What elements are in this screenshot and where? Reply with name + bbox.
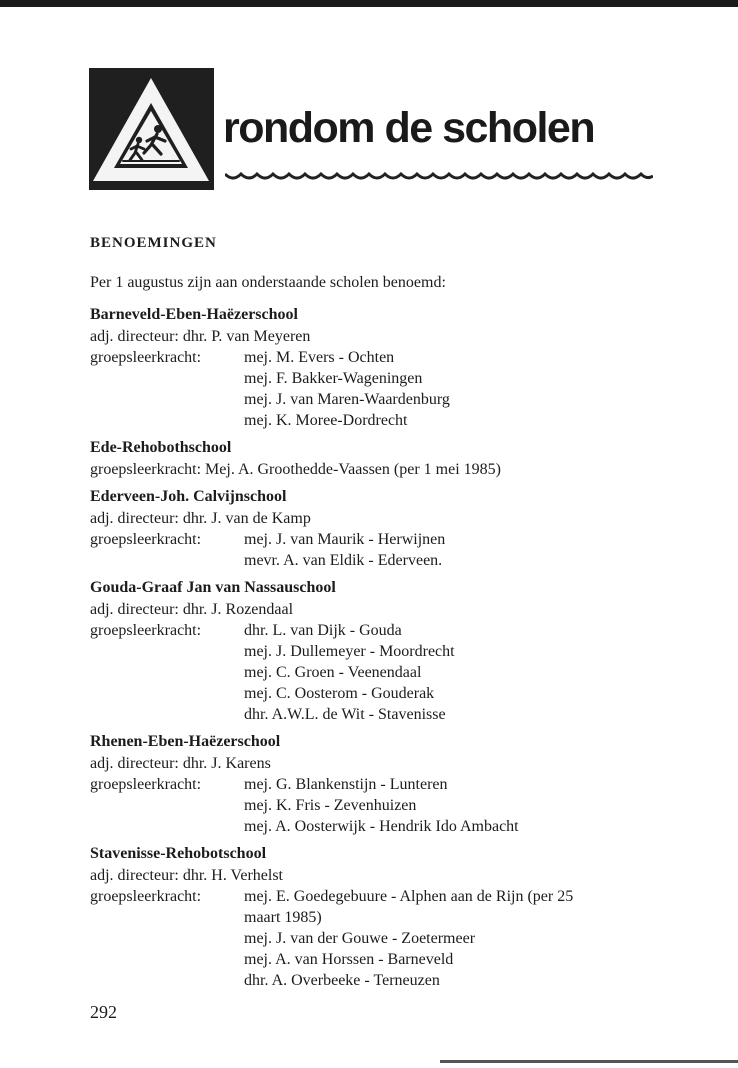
- person-entry: dhr. L. van Dijk - Gouda: [244, 622, 402, 639]
- adj-director-line: adj. directeur: dhr. P. van Meyeren: [90, 328, 311, 345]
- teacher-appointments: [90, 886, 690, 991]
- role-label: groepsleerkracht:: [90, 531, 202, 548]
- adj-director-line: adj. directeur: dhr. J. Karens: [90, 755, 271, 772]
- person-entry: mej. J. van der Gouwe - Zoetermeer: [244, 930, 476, 947]
- school-entry: [90, 731, 690, 837]
- school-name: Stavenisse-Rehobotschool: [90, 845, 267, 862]
- adj-director-line: adj. directeur: dhr. J. van de Kamp: [90, 510, 311, 527]
- school-name: Rhenen-Eben-Haëzerschool: [90, 733, 281, 750]
- role-label: groepsleerkracht:: [90, 349, 202, 366]
- school-entry: [90, 577, 690, 725]
- adj-director-line: adj. directeur: dhr. J. Rozendaal: [90, 601, 294, 618]
- bottom-border-rule: [440, 1060, 738, 1063]
- teacher-appointments: [90, 529, 690, 571]
- person-entry: mevr. A. van Eldik - Ederveen.: [244, 552, 443, 569]
- school-entry: [90, 437, 690, 480]
- page-title: rondom de scholen: [223, 104, 595, 152]
- school-entry: [90, 843, 690, 991]
- school-name: Barneveld-Eben-Haëzerschool: [90, 306, 298, 323]
- adj-director-line: adj. directeur: dhr. H. Verhelst: [90, 867, 283, 884]
- person-entry: mej. G. Blankenstijn - Lunteren: [244, 776, 448, 793]
- school-name: Gouda-Graaf Jan van Nassauschool: [90, 579, 336, 596]
- person-entry: mej. E. Goedegebuure - Alphen aan de Rijn (per 25 maart 1985): [244, 888, 574, 926]
- teacher-line: groepsleerkracht: Mej. A. Groothedde-Vaassen (per 1 mei 1985): [90, 461, 501, 478]
- school-name: Ederveen-Joh. Calvijnschool: [90, 488, 287, 505]
- person-entry: mej. A. Oosterwijk - Hendrik Ido Ambacht: [244, 818, 519, 835]
- person-list: [244, 774, 690, 837]
- teacher-appointments: [90, 347, 690, 431]
- person-list: [244, 886, 690, 991]
- role-label: groepsleerkracht:: [90, 622, 202, 639]
- person-entry: mej. A. van Horssen - Barneveld: [244, 951, 454, 968]
- article-body: [90, 232, 690, 991]
- teacher-appointments: [90, 774, 690, 837]
- school-entry: [90, 304, 690, 431]
- role-label: groepsleerkracht:: [90, 776, 202, 793]
- person-entry: mej. F. Bakker-Wageningen: [244, 370, 423, 387]
- intro-paragraph: Per 1 augustus zijn aan onderstaande scholen benoemd:: [90, 274, 446, 291]
- school-crossing-warning-sign-icon: [89, 68, 214, 190]
- person-list: [244, 347, 690, 431]
- person-list: [244, 620, 690, 725]
- page-number: 292: [90, 1002, 117, 1022]
- person-list: [244, 529, 690, 571]
- top-border-rule: [0, 0, 738, 7]
- person-entry: mej. J. van Maurik - Herwijnen: [244, 531, 446, 548]
- school-name: Ede-Rehobothschool: [90, 439, 232, 456]
- person-entry: mej. J. Dullemeyer - Moordrecht: [244, 643, 455, 660]
- person-entry: mej. C. Groen - Veenendaal: [244, 664, 422, 681]
- section-heading: BENOEMINGEN: [90, 235, 217, 251]
- person-entry: mej. K. Moree-Dordrecht: [244, 412, 408, 429]
- school-entry: [90, 486, 690, 571]
- person-entry: dhr. A.W.L. de Wit - Stavenisse: [244, 706, 446, 723]
- person-entry: mej. J. van Maren-Waardenburg: [244, 391, 450, 408]
- person-entry: mej. M. Evers - Ochten: [244, 349, 395, 366]
- person-entry: dhr. A. Overbeeke - Terneuzen: [244, 972, 440, 989]
- decorative-wave-divider: [225, 172, 653, 184]
- role-label: groepsleerkracht:: [90, 888, 202, 905]
- teacher-appointments: [90, 620, 690, 725]
- person-entry: mej. K. Fris - Zevenhuizen: [244, 797, 417, 814]
- person-entry: mej. C. Oosterom - Gouderak: [244, 685, 435, 702]
